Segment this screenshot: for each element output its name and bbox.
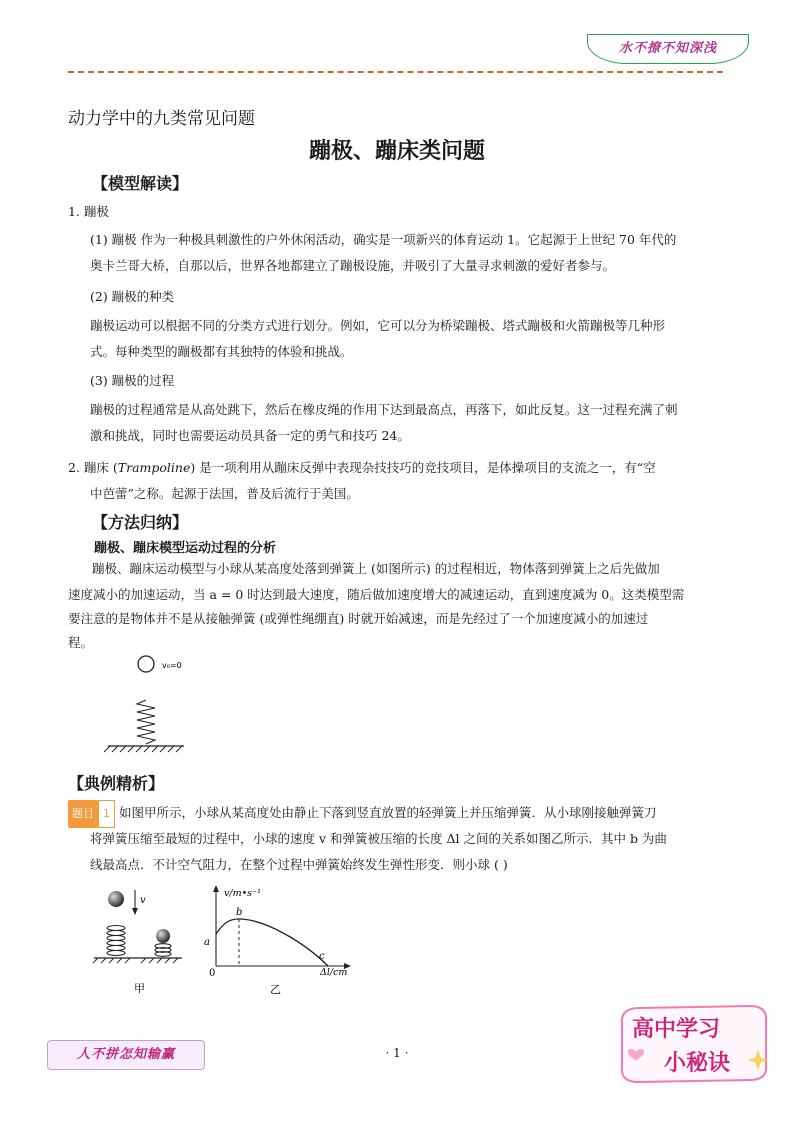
footer-motto: 人不拼怎知输赢	[47, 1040, 205, 1070]
badge-line2: 小秘诀	[664, 1051, 731, 1076]
point-a-label: a	[204, 937, 210, 948]
question-text-1: 如图甲所示，小球从某高度处由静止下落到竖直放置的轻弹簧上并压缩弹簧．从小球刚接触弹簧刀	[119, 805, 657, 820]
y-axis-label: v/m•s⁻¹	[224, 888, 261, 899]
item2-italic: Trampoline	[117, 460, 191, 475]
origin-label: 0	[209, 968, 216, 979]
method-line2: 速度减小的加速运动，当 a = 0 时达到最大速度，随后做加速度增大的减速运动，直到速度减为 0。这类模型需	[68, 587, 685, 602]
question-line1	[68, 800, 738, 828]
page-number: · 1 ·	[385, 1046, 409, 1060]
item1-p3-line2: 激和挑战，同时也需要运动员具备一定的勇气和技巧 24。	[90, 428, 410, 443]
falling-ball-icon	[108, 891, 124, 907]
item1-p3-line1: 蹦极的过程通常是从高处跳下，然后在橡皮绳的作用下达到最高点，再落下，如此反复。这一过程充满了刺	[90, 402, 678, 417]
item2-line2: 中芭蕾”之称。起源于法国，普及后流行于美国。	[90, 486, 359, 501]
example-heading: 【典例精析】	[68, 774, 165, 793]
compressed-ball-icon	[156, 929, 170, 943]
velocity-curve	[216, 919, 328, 966]
point-b-label: b	[236, 907, 243, 918]
item2-prefix: 2. 蹦床 (	[68, 460, 118, 475]
question-line2: 将弹簧压缩至最短的过程中，小球的速度 v 和弹簧被压缩的长度 Δl 之间的关系如图乙所示．其中 b 为曲	[90, 831, 667, 846]
spring-ball-figure	[100, 652, 210, 760]
page-title: 蹦极、蹦床类问题	[308, 139, 485, 164]
item2-line1	[68, 455, 738, 481]
item1-label: 1. 蹦极	[68, 204, 109, 219]
method-line3: 要注意的是物体并不是从接触弹簧 (或弹性绳绷直) 时就开始减速，而是先经过了一个加速度减小的加速过	[68, 611, 649, 626]
header-motto: 水不撩不知深浅	[587, 34, 749, 64]
series-title: 动力学中的九类常见问题	[68, 109, 255, 129]
method-line4: 程。	[68, 635, 94, 650]
item1-p2-label: (2) 蹦极的种类	[90, 289, 175, 304]
question-tag: 题目	[68, 800, 98, 828]
spring-left-icon	[107, 926, 125, 956]
header-divider	[68, 71, 723, 73]
badge-line1: 高中学习	[632, 1017, 721, 1042]
y-axis-arrow-icon	[213, 885, 219, 892]
figure-jia	[88, 886, 188, 996]
study-tips-badge	[610, 1000, 776, 1090]
jia-label: 甲	[134, 982, 145, 995]
point-c-label: c	[319, 951, 325, 962]
model-heading: 【模型解读】	[92, 174, 189, 193]
v-label: v	[140, 895, 146, 906]
method-heading: 【方法归纳】	[92, 513, 189, 532]
item1-p2-line1: 蹦极运动可以根据不同的分类方式进行划分。例如，它可以分为桥梁蹦极、塔式蹦极和火箭蹦极等几种形	[90, 318, 666, 333]
item1-p1-line2: 奥卡兰哥大桥，自那以后，世界各地都建立了蹦极设施，并吸引了大量寻求刺激的爱好者参与。	[90, 258, 616, 273]
item1-p3-label: (3) 蹦极的过程	[90, 373, 175, 388]
spring-right-icon	[155, 944, 171, 957]
v0-label: v₀=0	[162, 661, 182, 670]
item2-suffix: ) 是一项利用从蹦床反弹中表现杂技技巧的竞技项目，是体操项目的支流之一，有“空	[190, 460, 656, 475]
x-axis-label: Δl/cm	[320, 967, 348, 978]
method-subheading: 蹦极、蹦床模型运动过程的分析	[94, 541, 277, 556]
ball-icon	[138, 656, 154, 672]
ground-hatch-icon	[104, 746, 182, 752]
item1-p1-line1: (1) 蹦极 作为一种极具刺激性的户外休闲活动，确实是一项新兴的体育运动 1。它起源于上世纪 70 年代的	[90, 232, 677, 247]
spring-icon	[137, 700, 155, 744]
question-line3: 线最高点．不计空气阻力，在整个过程中弹簧始终发生弹性形变．则小球 ( )	[90, 857, 508, 872]
figure-yi-graph	[196, 882, 366, 996]
ground-hatch-2-icon	[93, 958, 178, 963]
item1-p2-line2: 式。每种类型的蹦极都有其独特的体验和挑战。	[90, 344, 353, 359]
velocity-arrow-icon	[132, 908, 138, 915]
question-number: 1	[98, 800, 115, 828]
yi-label: 乙	[270, 983, 281, 996]
method-line1: 蹦极、蹦床运动模型与小球从某高度处落到弹簧上 (如图所示) 的过程相近，物体落到弹簧上之后先做加	[92, 561, 660, 576]
